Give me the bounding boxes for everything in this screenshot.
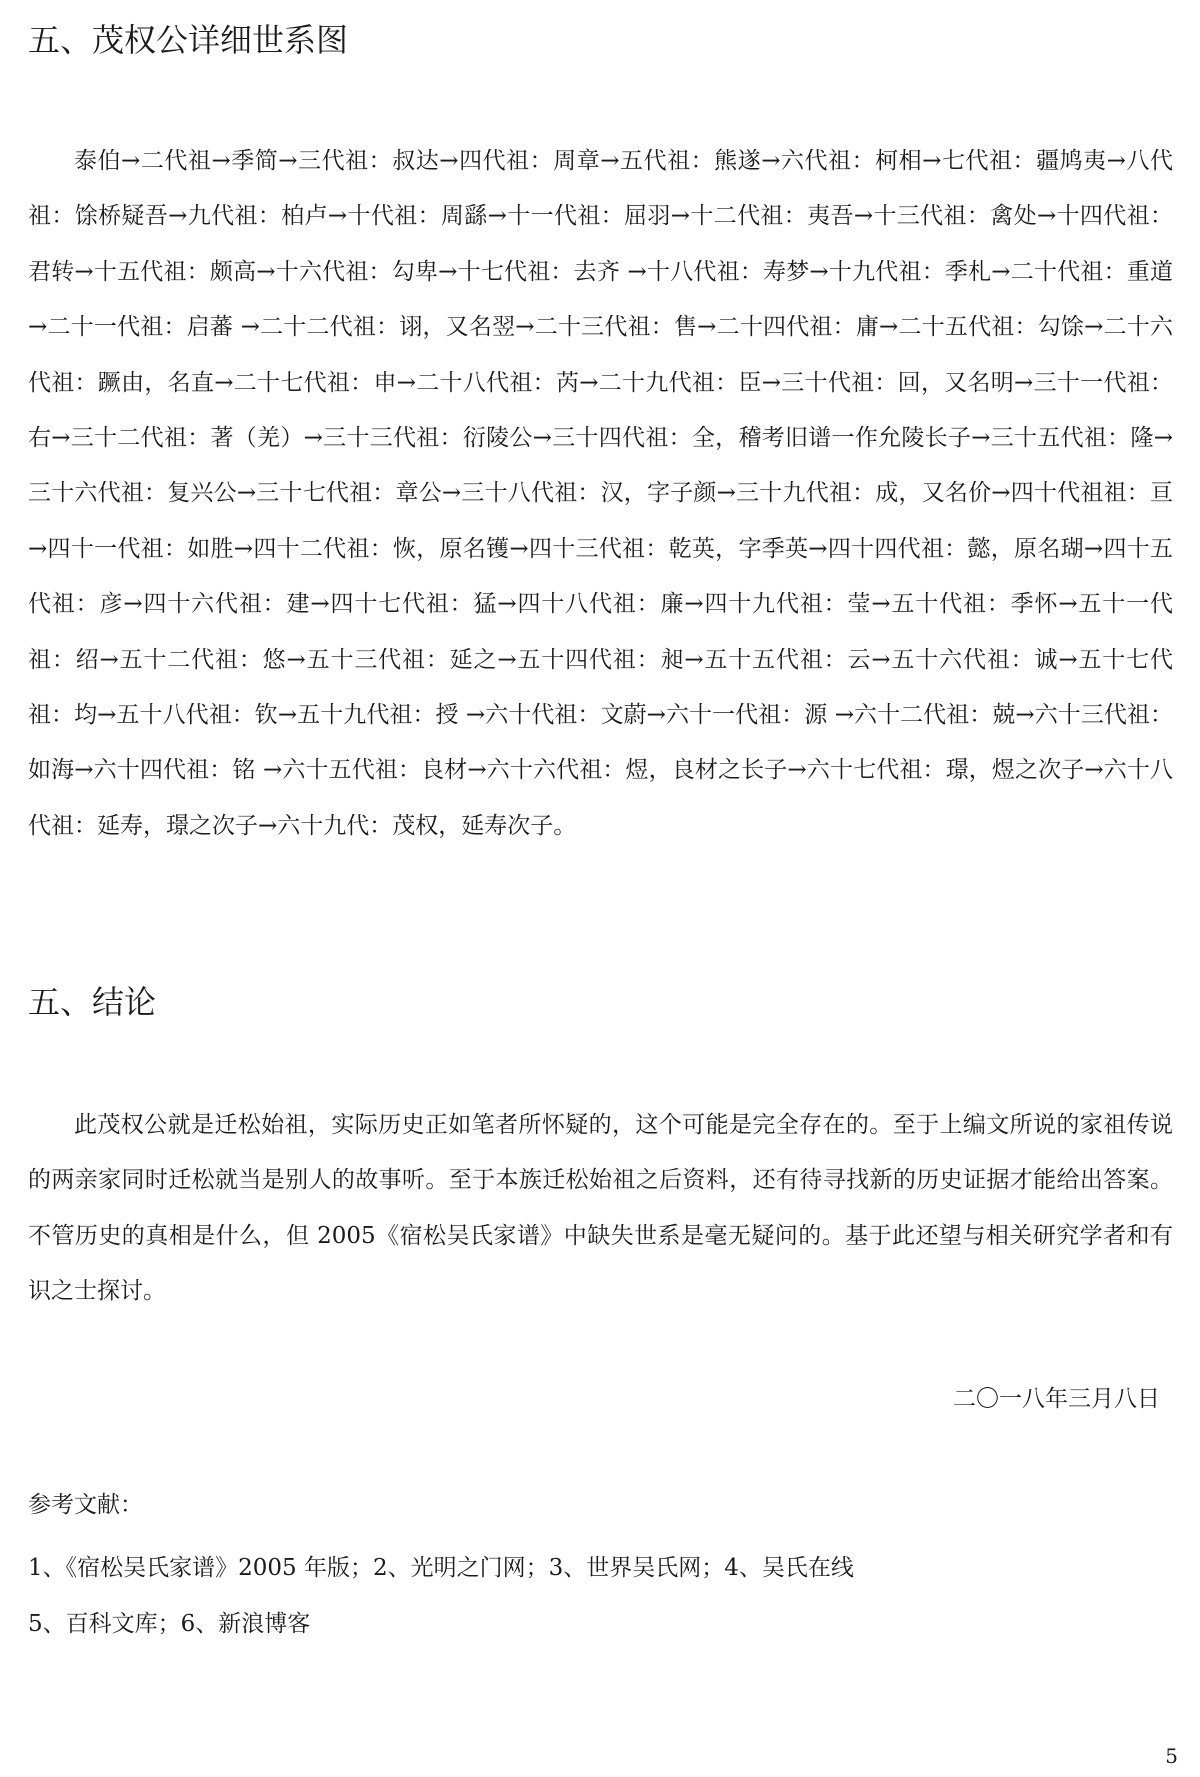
page-number: 5 xyxy=(1165,1744,1178,1768)
lineage-paragraph: 泰伯→二代祖→季简→三代祖：叔达→四代祖：周章→五代祖：熊遂→六代祖：柯相→七代祖：疆鸠夷→八代祖：馀桥疑吾→九代祖：柏卢→十代祖：周繇→十一代祖：屈羽→十二代祖：夷吾→十三代祖：禽处→十四代祖：君转→十五代祖：颇高→十六代祖：勾卑→十七代祖：去齐 →十八代祖：寿梦→十九代祖：季札→二十代祖：重道→二十一代祖：启蕃 →二十二代祖：诩，又名翌→二十三代祖：售→二十四代祖：庸→二十五代祖：勾馀→二十六代祖：蹶由，名直→二十七代祖：申→二十八代祖：芮→二十九代祖：臣→三十代祖：回，又名明→三十一代祖：右→三十二代祖：著（羌）→三十三代祖：衍陵公→三十四代祖：全，稽考旧谱一作允陵长子→三十五代祖：隆→三十六代祖：复兴公→三十七代祖：章公→三十八代祖：汉，字子颜→三十九代祖：成，又名价→四十代祖祖：亘→四十一代祖：如胜→四十二代祖：恢，原名镬→四十三代祖：乾英，字季英→四十四代祖：懿，原名瑚→四十五代祖：彦→四十六代祖：建→四十七代祖：猛→四十八代祖：廉→四十九代祖：莹→五十代祖：季怀→五十一代祖：绍→五十二代祖：悠→五十三代祖：延之→五十四代祖：昶→五十五代祖：云→五十六代祖：诚→五十七代祖：均→五十八代祖：钦→五十九代祖：授 →六十代祖：文蔚→六十一代祖：源 →六十二代祖：兢→六十三代祖：如海→六十四代祖：铭 →六十五代祖：良材→六十六代祖：煜，良材之长子→六十七代祖：璟，煜之次子→六十八代祖：延寿，璟之次子→六十九代：茂权，延寿次子。 xyxy=(28,148,1173,839)
conclusion-section-heading: 五、结论 xyxy=(28,983,157,1021)
document-date: 二〇一八年三月八日 xyxy=(953,1386,1160,1412)
references-line-1: 1、《宿松吴氏家谱》2005 年版；2、光明之门网；3、世界吴氏网；4、吴氏在线 xyxy=(28,1555,854,1581)
conclusion-paragraph: 此茂权公就是迁松始祖，实际历史正如笔者所怀疑的，这个可能是完全存在的。至于上编文所说的家祖传说的两亲家同时迁松就当是别人的故事听。至于本族迁松始祖之后资料，还有待寻找新的历史证据才能给出答案。不管历史的真相是什么，但 2005《宿松吴氏家谱》中缺失世系是毫无疑问的。基于此还望与相关研究学者和有识之士探讨。 xyxy=(28,1112,1173,1305)
references-title: 参考文献： xyxy=(28,1492,143,1518)
references-line-2: 5、百科文库；6、新浪博客 xyxy=(28,1611,311,1637)
lineage-section-heading: 五、茂权公详细世系图 xyxy=(28,21,349,59)
